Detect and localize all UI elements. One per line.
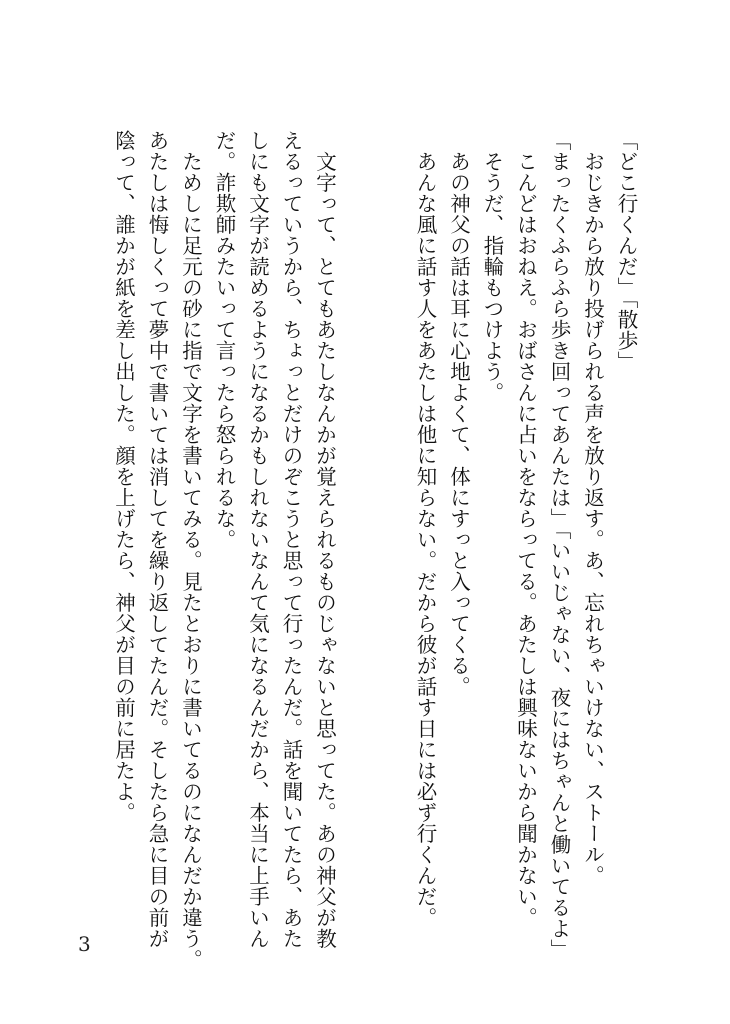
text-line: しにも文字が読めるようになるかもしれないなんて気になるんだから、本当に上手いん — [245, 130, 270, 949]
text-line: 陰って、誰かが紙を差し出した。顔を上げたら、神父が目の前に居たよ。 — [111, 130, 136, 823]
text-line: 「どこ行くんだ」「散歩」 — [614, 130, 638, 372]
vertical-text-body — [106, 130, 642, 970]
text-line: あの神父の話は耳に心地よくて、体にすっと入ってくる。 — [446, 130, 471, 697]
text-line: こんどはおねえ。おばさんに占いをならってる。あたしは興味ないから聞かない。 — [513, 130, 538, 928]
text-line: あたしは悔しくって夢中で書いては消してを繰り返してたんだ。そしたら急に目の前が — [145, 130, 169, 949]
text-line: えるっていうから、ちょっとだけのぞこうと思って行ったんだ。話を聞いてたら、あた — [279, 130, 303, 949]
text-line: あんな風に話す人をあたしは他に知らない。だから彼が話す日には必ず行くんだ。 — [413, 130, 437, 928]
text-line: そうだ、指輪もつけよう。 — [480, 130, 504, 403]
text-line: 「まったくふらふら歩き回ってあんたは」「いいじゃない、夜にはちゃんと働いてるよ」 — [547, 130, 571, 960]
text-line: 文字って、とてもあたしなんかが覚えられるものじゃないと思ってた。あの神父が教 — [312, 130, 337, 949]
page-number: 3 — [78, 932, 91, 956]
text-line: おじきから放り投げられる声を放り返す。あ、忘れちゃいけない、ストール。 — [580, 130, 605, 886]
paragraph-gap — [374, 130, 408, 890]
paragraph-gap — [341, 130, 375, 890]
text-line: だ。詐欺師みたいって言ったら怒られるな。 — [212, 130, 236, 550]
text-line: ためしに足元の砂に指で文字を書いてみる。見たとおりに書いてるのになんだか違う。 — [178, 130, 203, 970]
